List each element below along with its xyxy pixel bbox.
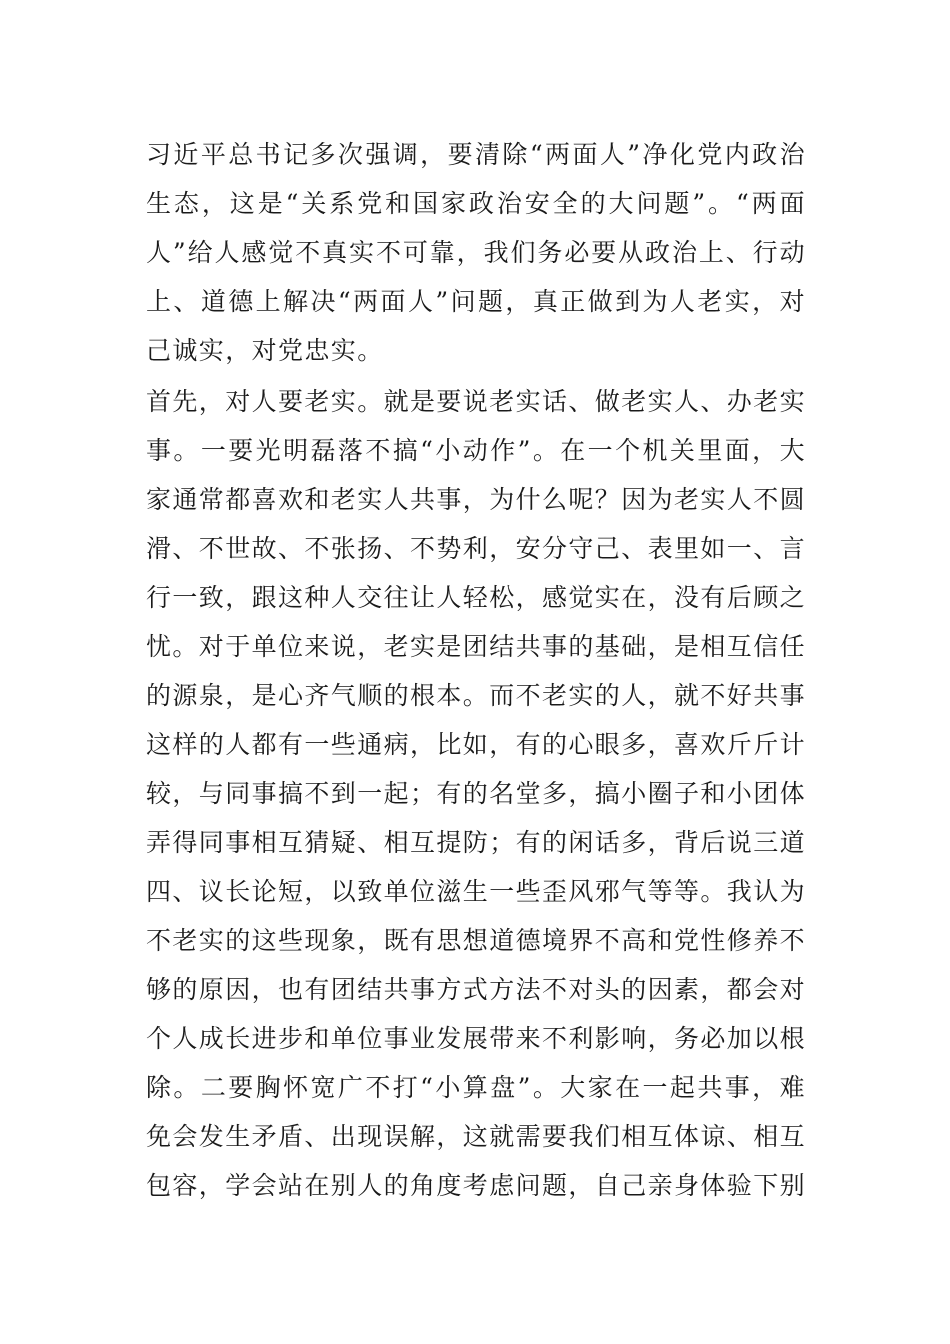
paragraph-intro: [146, 130, 806, 375]
text-line: 包容，学会站在别人的角度考虑问题，自己亲身体验下别: [146, 1171, 806, 1200]
text-line: 四、议长论短，以致单位滋生一些歪风邪气等等。我认为: [146, 877, 806, 906]
text-line: 滑、不世故、不张扬、不势利，安分守己、表里如一、言: [146, 534, 806, 563]
text-line: 较，与同事搞不到一起；有的名堂多，搞小圈子和小团体: [146, 779, 806, 808]
text-line: 家通常都喜欢和老实人共事，为什么呢？因为老实人不圆: [146, 485, 806, 514]
text-line: 够的原因，也有团结共事方式方法不对头的因素，都会对: [146, 975, 806, 1004]
text-line: 不老实的这些现象，既有思想道德境界不高和党性修养不: [146, 926, 806, 955]
text-line: 弄得同事相互猜疑、相互提防；有的闲话多，背后说三道: [146, 828, 806, 857]
text-line: 除。二要胸怀宽广不打“小算盘”。大家在一起共事，难: [146, 1073, 806, 1102]
text-line: 忧。对于单位来说，老实是团结共事的基础，是相互信任: [146, 632, 806, 661]
paragraph-honesty: [146, 377, 806, 1210]
text-line: 生态，这是“关系党和国家政治安全的大问题”。“两面: [146, 189, 806, 218]
text-line: 行一致，跟这种人交往让人轻松，感觉实在，没有后顾之: [146, 583, 806, 612]
text-line: 人”给人感觉不真实不可靠，我们务必要从政治上、行动: [146, 238, 806, 267]
text-line: 的源泉，是心齐气顺的根本。而不老实的人，就不好共事: [146, 681, 806, 710]
text-line: 免会发生矛盾、出现误解，这就需要我们相互体谅、相互: [146, 1122, 806, 1151]
text-line: 习近平总书记多次强调，要清除“两面人”净化党内政治: [146, 140, 806, 169]
text-line: 己诚实，对党忠实。: [146, 336, 384, 365]
text-line: 这样的人都有一些通病，比如，有的心眼多，喜欢斤斤计: [146, 730, 806, 759]
text-line: 上、道德上解决“两面人”问题，真正做到为人老实，对: [146, 287, 806, 316]
text-line: 首先，对人要老实。就是要说老实话、做老实人、办老实: [146, 387, 806, 416]
text-line: 个人成长进步和单位事业发展带来不利影响，务必加以根: [146, 1024, 806, 1053]
text-line: 事。一要光明磊落不搞“小动作”。在一个机关里面，大: [146, 436, 806, 465]
